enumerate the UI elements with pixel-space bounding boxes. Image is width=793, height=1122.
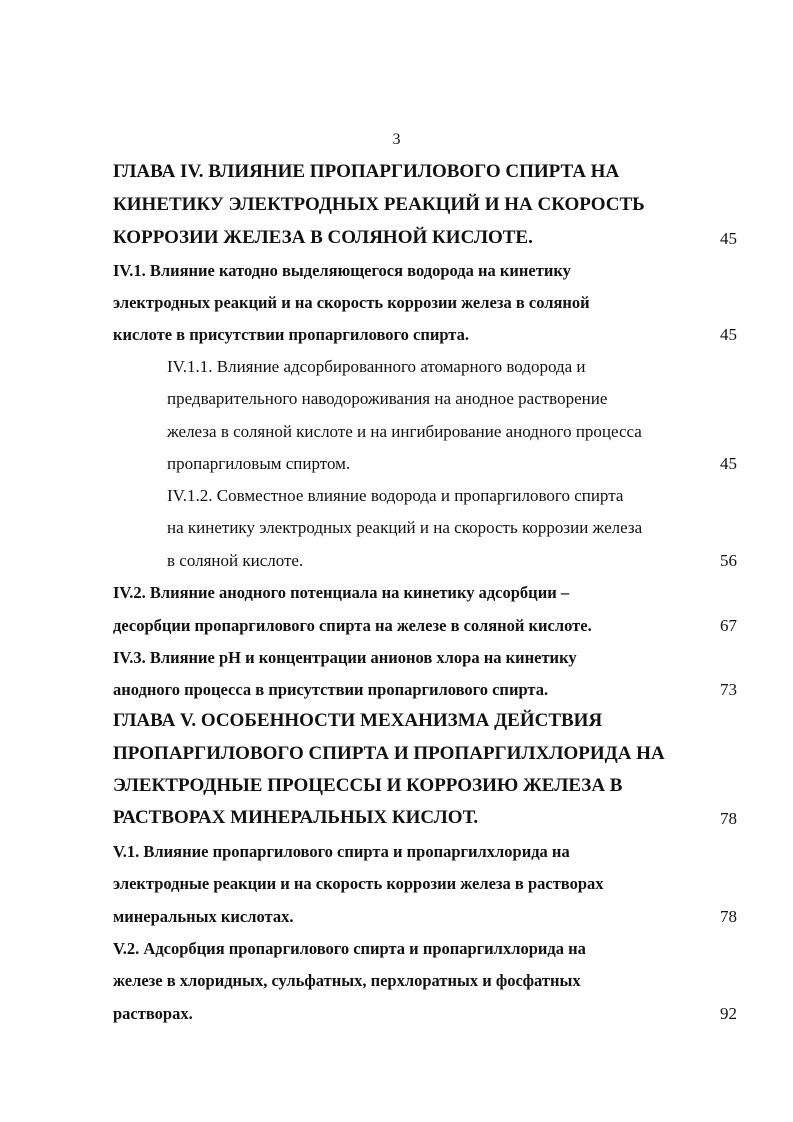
toc-entry-text: электродных реакций и на скорость коррозии железа в соляной xyxy=(113,293,590,312)
toc-entry-text: железа в соляной кислоте и на ингибирование анодного процесса xyxy=(167,422,642,441)
toc-entry-text: IV.1.1. Влияние адсорбированного атомарного водорода и xyxy=(167,357,586,376)
toc-entry-text: растворах. xyxy=(113,1004,193,1023)
toc-page-number: 78 xyxy=(720,809,737,828)
toc-entry-text: предварительного наводороживания на анодное растворение xyxy=(167,389,608,408)
toc-entry-text: IV.2. Влияние анодного потенциала на кинетику адсорбции – xyxy=(113,583,570,602)
toc-page-number: 92 xyxy=(720,1004,737,1023)
toc-entry-text: IV.1. Влияние катодно выделяющегося водорода на кинетику xyxy=(113,261,571,280)
toc-page-number: 45 xyxy=(720,325,737,344)
toc-page-number: 56 xyxy=(720,551,737,570)
toc-entry-text: электродные реакции и на скорость коррозии железа в растворах xyxy=(113,874,604,893)
toc-entry-text: V.1. Влияние пропаргилового спирта и пропаргилхлорида на xyxy=(113,842,570,861)
toc-entry-text: ГЛАВА IV. ВЛИЯНИЕ ПРОПАРГИЛОВОГО СПИРТА НА xyxy=(113,161,620,182)
toc-entry-text: РАСТВОРАХ МИНЕРАЛЬНЫХ КИСЛОТ. xyxy=(113,807,479,828)
toc-entry-text: КИНЕТИКУ ЭЛЕКТРОДНЫХ РЕАКЦИЙ И НА СКОРОСТЬ xyxy=(113,194,645,215)
toc-entry-text: ЭЛЕКТРОДНЫЕ ПРОЦЕССЫ И КОРРОЗИЮ ЖЕЛЕЗА В xyxy=(113,775,623,796)
toc-entry-text: на кинетику электродных реакций и на скорость коррозии железа xyxy=(167,518,643,537)
toc-entry-text: анодного процесса в присутствии пропаргилового спирта. xyxy=(113,680,549,699)
toc-page-number: 45 xyxy=(720,229,737,248)
toc-entry-text: пропаргиловым спиртом. xyxy=(167,454,351,473)
toc-entry-text: ГЛАВА V. ОСОБЕННОСТИ МЕХАНИЗМА ДЕЙСТВИЯ xyxy=(113,710,603,731)
toc-entry-text: десорбции пропаргилового спирта на железе в соляной кислоте. xyxy=(113,616,592,635)
toc-entry-text: минеральных кислотах. xyxy=(113,907,294,926)
toc-page-number: 73 xyxy=(720,680,737,699)
page-number: 3 xyxy=(392,131,401,148)
toc-entry-text: в соляной кислоте. xyxy=(167,551,304,570)
toc-entry-text: ПРОПАРГИЛОВОГО СПИРТА И ПРОПАРГИЛХЛОРИДА НА xyxy=(113,743,665,764)
toc-entry-text: IV.1.2. Совместное влияние водорода и пропаргилового спирта xyxy=(167,486,624,505)
toc-entry-text: КОРРОЗИИ ЖЕЛЕЗА В СОЛЯНОЙ КИСЛОТЕ. xyxy=(113,227,533,248)
toc-page-number: 78 xyxy=(720,907,737,926)
toc-entry-text: IV.3. Влияние рН и концентрации анионов хлора на кинетику xyxy=(113,648,577,667)
toc-entry-text: кислоте в присутствии пропаргилового спирта. xyxy=(113,325,469,344)
toc-page-number: 45 xyxy=(720,454,737,473)
toc-entry-text: железе в хлоридных, сульфатных, перхлоратных и фосфатных xyxy=(113,971,581,990)
toc-entry-text: V.2. Адсорбция пропаргилового спирта и пропаргилхлорида на xyxy=(113,939,586,958)
toc-page-number: 67 xyxy=(720,616,737,635)
